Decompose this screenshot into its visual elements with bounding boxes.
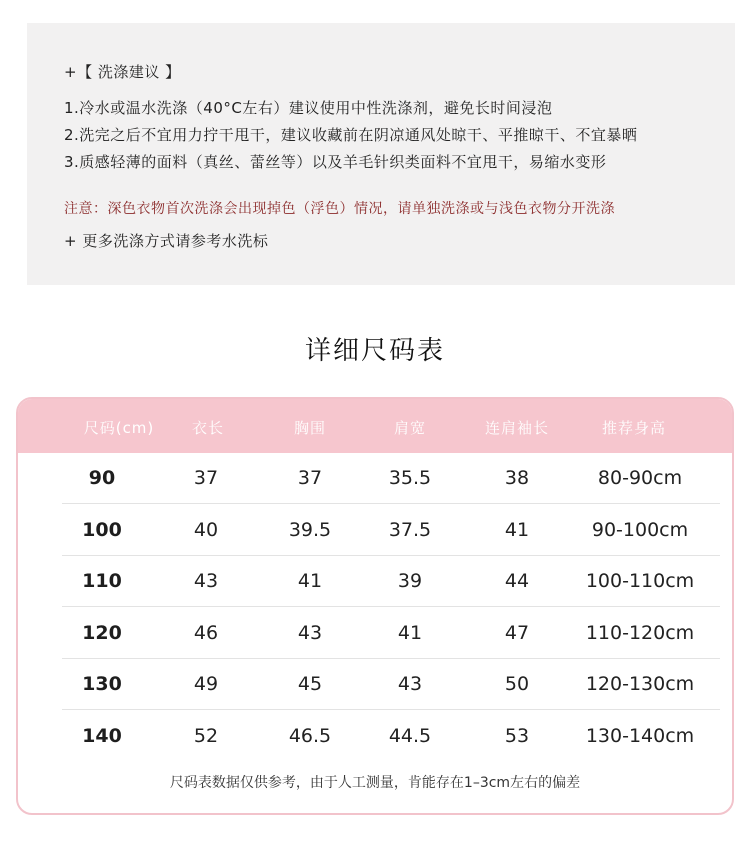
care-title: +【 洗涤建议 】 [64, 63, 181, 81]
table-cell: 50 [504, 673, 530, 695]
table-cell: 120-130cm [585, 673, 695, 695]
header-sleeve: 连肩袖长 [484, 419, 550, 437]
size-cell: 100 [82, 519, 122, 541]
table-row [18, 505, 732, 557]
table-cell: 44.5 [388, 725, 432, 747]
table-cell: 43 [193, 570, 219, 592]
table-cell: 52 [193, 725, 219, 747]
care-line-1: 1.冷水或温水洗涤（40°C左右）建议使用中性洗涤剂，避免长时间浸泡 [64, 99, 553, 117]
table-cell: 44 [504, 570, 530, 592]
table-cell: 37 [297, 467, 323, 489]
table-cell: 46 [193, 622, 219, 644]
size-table [16, 397, 734, 815]
table-cell: 41 [397, 622, 423, 644]
table-row [18, 659, 732, 711]
header-height: 推荐身高 [601, 419, 667, 437]
table-cell: 90-100cm [591, 519, 689, 541]
table-cell: 45 [297, 673, 323, 695]
table-row [18, 453, 732, 505]
table-cell: 110-120cm [585, 622, 695, 644]
table-cell: 100-110cm [585, 570, 695, 592]
size-table-footnote: 尺码表数据仅供参考，由于人工测量，肯能存在1–3cm左右的偏差 [169, 775, 581, 791]
care-instructions-panel [27, 23, 735, 285]
row-divider [62, 709, 720, 710]
row-divider [62, 503, 720, 504]
care-line-3: 3.质感轻薄的面料（真丝、蕾丝等）以及羊毛针织类面料不宜甩干，易缩水变形 [64, 153, 607, 171]
table-cell: 80-90cm [597, 467, 683, 489]
care-line-2: 2.洗完之后不宜用力拧干甩干，建议收藏前在阴凉通风处晾干、平推晾干、不宜暴晒 [64, 126, 638, 144]
table-cell: 43 [397, 673, 423, 695]
table-row [18, 711, 732, 763]
table-cell: 39 [397, 570, 423, 592]
header-size: 尺码(cm) [83, 419, 155, 437]
care-note: 注意：深色衣物首次洗涤会出现掉色（浮色）情况，请单独洗涤或与浅色衣物分开洗涤 [64, 201, 615, 217]
table-cell: 38 [504, 467, 530, 489]
size-cell: 90 [88, 467, 116, 489]
care-more: + 更多洗涤方式请参考水洗标 [64, 232, 269, 250]
table-cell: 41 [504, 519, 530, 541]
size-table-title: 详细尺码表 [304, 336, 445, 366]
table-cell: 35.5 [388, 467, 432, 489]
table-cell: 37 [193, 467, 219, 489]
table-cell: 39.5 [288, 519, 332, 541]
size-table-header [18, 399, 732, 453]
table-cell: 37.5 [388, 519, 432, 541]
header-shoulder: 肩宽 [393, 419, 427, 437]
table-row [18, 608, 732, 660]
size-cell: 120 [82, 622, 122, 644]
table-cell: 43 [297, 622, 323, 644]
row-divider [62, 606, 720, 607]
table-cell: 53 [504, 725, 530, 747]
table-cell: 49 [193, 673, 219, 695]
header-chest: 胸围 [293, 419, 327, 437]
table-cell: 130-140cm [585, 725, 695, 747]
header-length: 衣长 [191, 419, 225, 437]
size-cell: 130 [82, 673, 122, 695]
table-row [18, 556, 732, 608]
table-cell: 40 [193, 519, 219, 541]
size-cell: 110 [82, 570, 122, 592]
table-cell: 47 [504, 622, 530, 644]
table-cell: 41 [297, 570, 323, 592]
table-cell: 46.5 [288, 725, 332, 747]
size-cell: 140 [82, 725, 122, 747]
